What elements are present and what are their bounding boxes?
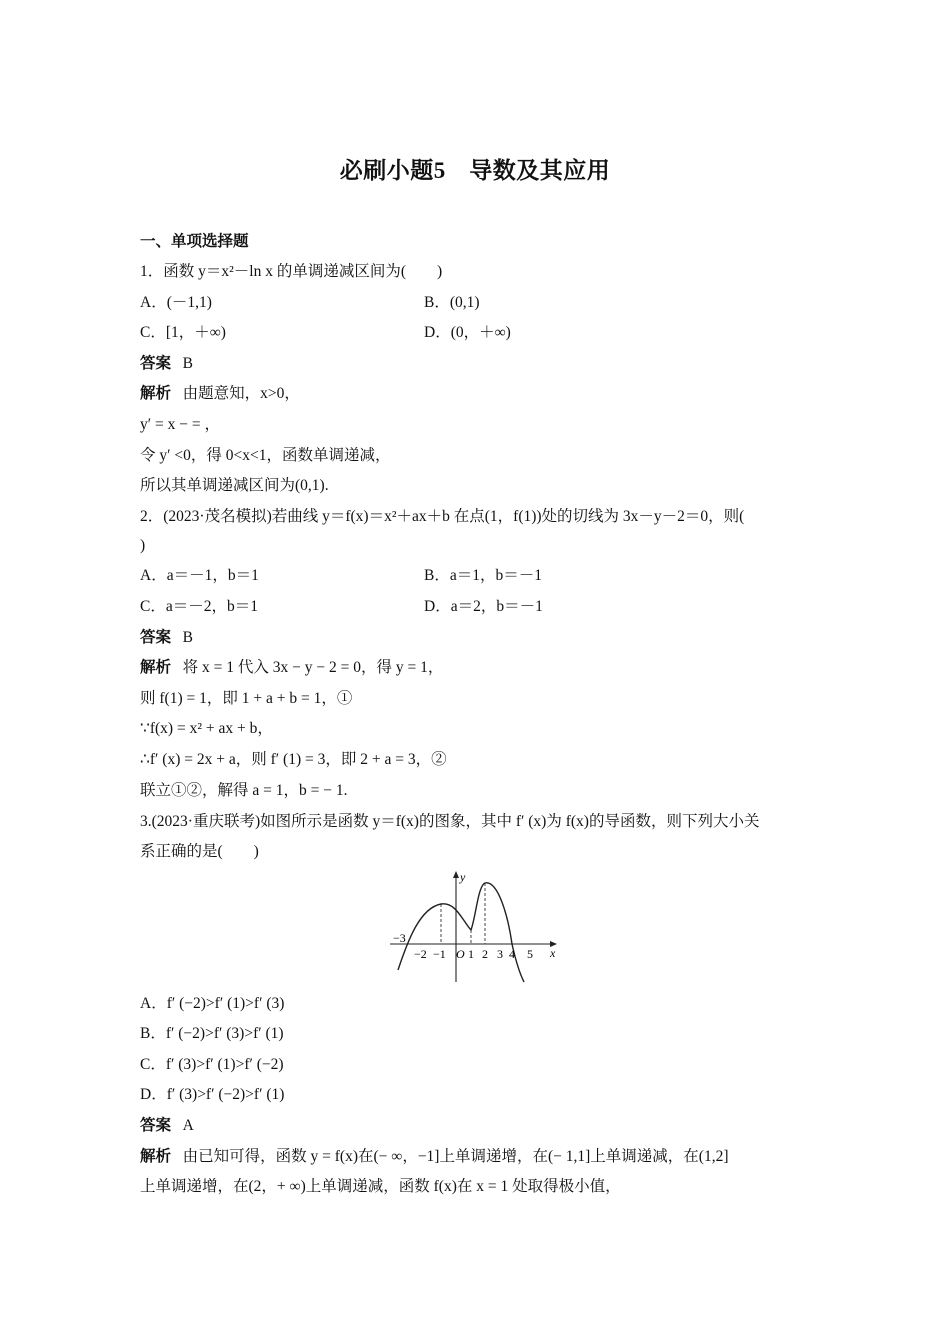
x-tick-label: −2 [414, 947, 427, 961]
x-tick-label: 4 [509, 947, 515, 961]
q3-stem: 3.(2023·重庆联考)如图所示是函数 y＝f(x)的图象，其中 f′ (x)为 f(x)的导函数，则下列大小关 [140, 813, 760, 830]
q1-option-d: D．(0，＋∞) [424, 324, 511, 341]
q2-analysis-label: 解析 [140, 659, 172, 676]
q3-option-d: D．f′ (3)>f′ (−2)>f′ (1) [140, 1086, 285, 1103]
q2-answer [140, 628, 193, 648]
x-tick-label: 2 [482, 947, 488, 961]
q1-option-c: C．[1，＋∞) [140, 324, 226, 341]
y-axis-arrow [453, 871, 459, 878]
section-heading: 一、单项选择题 [140, 233, 249, 250]
q1-analysis-line: 由题意知，x>0， [182, 385, 300, 402]
q1-option-b: B．(0,1) [424, 294, 480, 311]
q3-analysis [140, 1147, 729, 1167]
q2-analysis [140, 658, 443, 678]
function-graph-svg [390, 866, 562, 984]
q1-analysis-line: y′ = x − = ， [140, 416, 220, 433]
q2-analysis-line: 将 x = 1 代入 3x − y − 2 = 0，得 y = 1， [182, 659, 444, 676]
q2-stem: 2．(2023·茂名模拟)若曲线 y＝f(x)＝x²＋ax＋b 在点(1，f(1))处的切线为 3x－y－2＝0，则( [140, 508, 745, 525]
y-tick-label: −3 [393, 931, 406, 945]
x-axis-label: x [550, 946, 556, 960]
q2-option-d: D．a＝2，b＝－1 [424, 598, 543, 615]
function-graph [390, 866, 562, 989]
q3-stem-cont: 系正确的是( ) [140, 843, 259, 860]
q2-option-c: C．a＝－2，b＝1 [140, 598, 258, 615]
q3-analysis-line: 由已知可得，函数 y = f(x)在(− ∞，−1]上单调递增，在(− 1,1]上单调递减，在(1,2] [182, 1148, 729, 1165]
q3-answer [140, 1116, 194, 1136]
q1-analysis-line: 所以其单调递减区间为(0,1). [140, 477, 329, 494]
page-title: 必刷小题5 导数及其应用 [339, 158, 611, 183]
q1-stem: 1．函数 y＝x²－ln x 的单调递减区间为( ) [140, 263, 443, 280]
q2-answer-label: 答案 [140, 629, 172, 646]
q1-answer-value: B [182, 355, 193, 372]
q3-option-a: A．f′ (−2)>f′ (1)>f′ (3) [140, 995, 285, 1012]
q2-answer-value: B [182, 629, 193, 646]
q2-stem-cont: ) [140, 537, 146, 554]
q2-option-a: A．a＝－1，b＝1 [140, 567, 259, 584]
curve-fx [398, 883, 524, 982]
x-tick-label: 1 [468, 947, 474, 961]
q3-answer-value: A [182, 1117, 194, 1134]
q1-analysis-line: 令 y′ <0，得 0<x<1，函数单调递减， [140, 447, 391, 464]
q2-option-b: B．a＝1，b＝－1 [424, 567, 542, 584]
q3-option-b: B．f′ (−2)>f′ (3)>f′ (1) [140, 1025, 284, 1042]
q1-analysis-label: 解析 [140, 385, 172, 402]
q3-answer-label: 答案 [140, 1117, 172, 1134]
x-tick-label: 3 [497, 947, 503, 961]
q1-analysis [140, 384, 300, 404]
x-tick-label: −1 [433, 947, 446, 961]
y-axis-label: y [460, 870, 466, 884]
origin-label: O [456, 947, 465, 961]
q3-option-c: C．f′ (3)>f′ (1)>f′ (−2) [140, 1056, 284, 1073]
q2-analysis-line: ∴f′ (x) = 2x + a，则 f′ (1) = 3，即 2 + a = 3，② [140, 751, 447, 768]
q3-analysis-label: 解析 [140, 1148, 172, 1165]
q1-answer [140, 354, 193, 374]
q1-option-a: A．(－1,1) [140, 294, 212, 311]
q2-analysis-line: ∵f(x) = x² + ax + b， [140, 720, 273, 737]
x-tick-label: 5 [527, 947, 533, 961]
q1-answer-label: 答案 [140, 355, 172, 372]
q2-analysis-line: 则 f(1) = 1，即 1 + a + b = 1，① [140, 690, 353, 707]
q3-analysis-line: 上单调递增，在(2，+ ∞)上单调递减，函数 f(x)在 x = 1 处取得极小值， [140, 1178, 621, 1195]
q2-analysis-line: 联立①②，解得 a = 1，b = − 1. [140, 782, 348, 799]
